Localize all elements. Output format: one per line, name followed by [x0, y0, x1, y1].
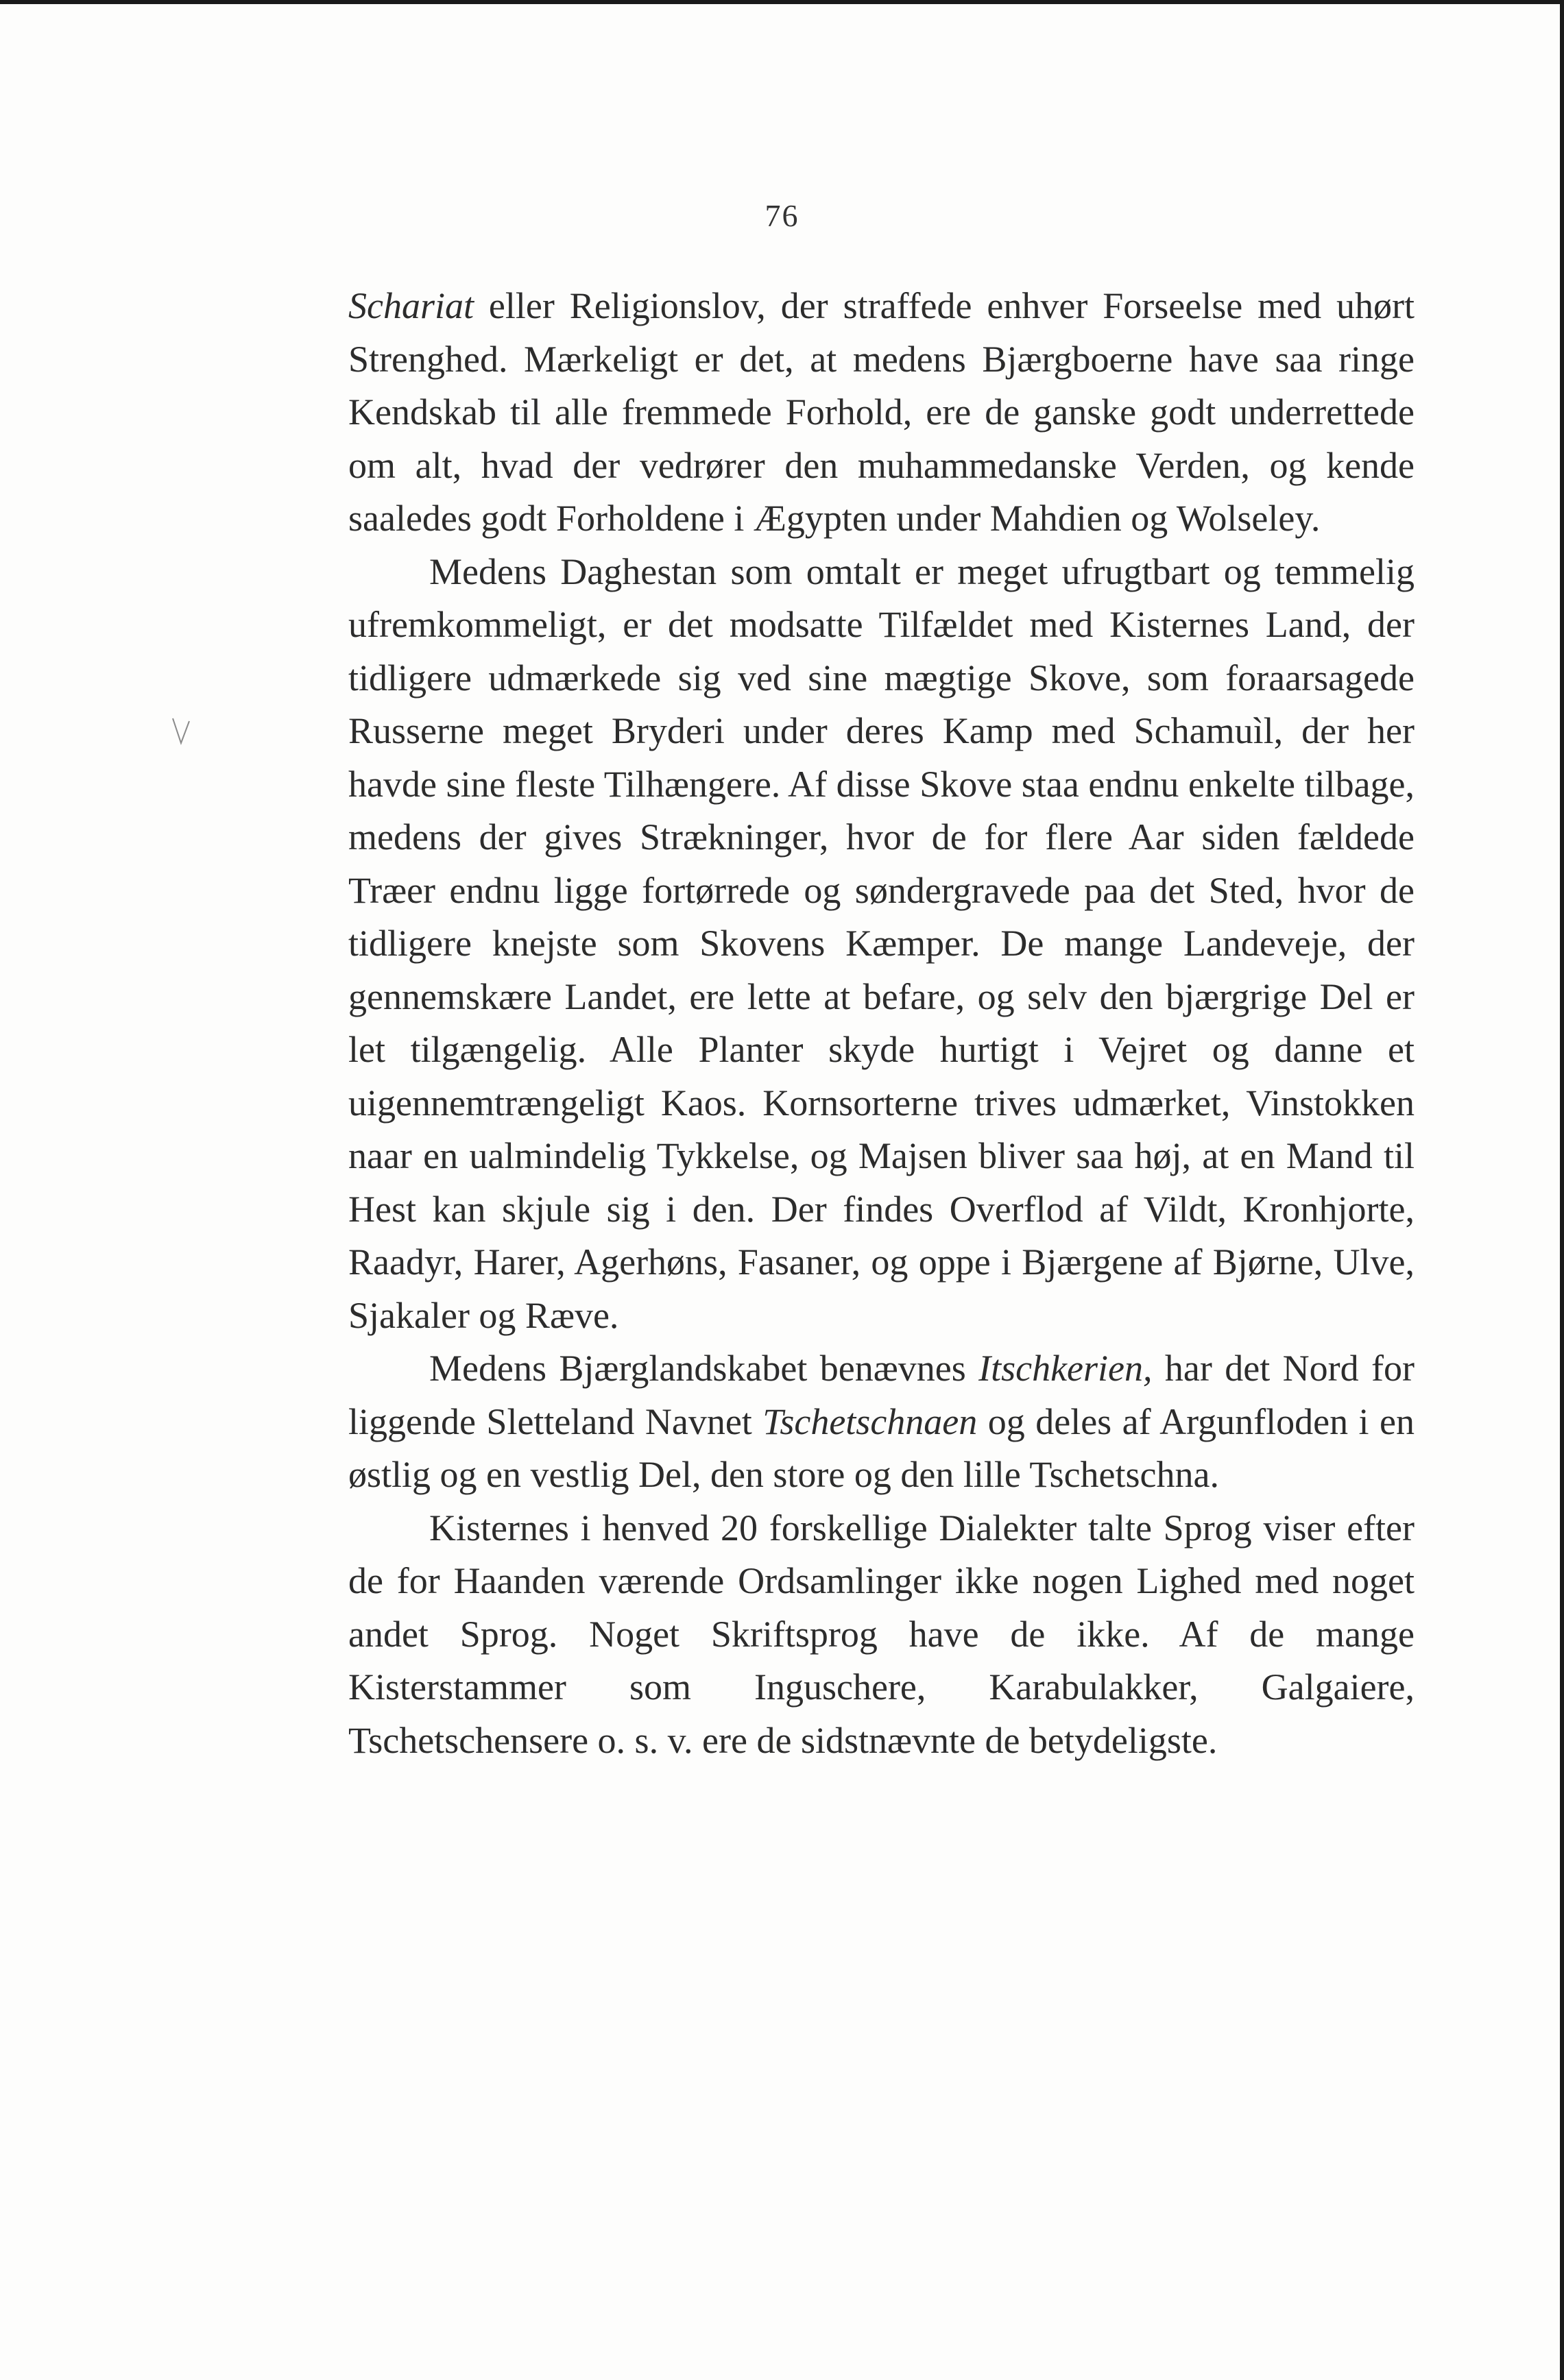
body-text	[348, 280, 1415, 1767]
text-run: Kisternes i henved 20 forskellige Dialekter talte Sprog viser efter de for Haanden værende Ordsamlinger ikke nogen Lighed med noget andet Sprog. Noget Skriftsprog have de ikke. Af de mange Kisterstammer som Inguschere, Karabulakker, Galgaiere, Tschetschensere o. s. v. ere de sidstnævnte de betydeligste.	[348, 1507, 1415, 1761]
italic-term: Itschkerien,	[978, 1348, 1153, 1389]
text-run: og deles af Argunfloden i en østlig og en vestlig Del, den store og den lille Tschetschna.	[348, 1400, 1415, 1495]
margin-pencil-mark	[171, 717, 192, 746]
scan-border-right	[1560, 0, 1564, 2380]
paragraph	[348, 1502, 1415, 1768]
text-run: eller Religionslov, der straffede enhver Forseelse med uhørt Strenghed. Mærkeligt er det, at medens Bjærgboerne have saa ringe Kendskab til alle fremmede Forhold, ere de ganske godt underrettede om alt, hvad der vedrører den muhammedanske Verden, og kende saaledes godt Forholdene i Ægypten under Mahdien og Wolseley.	[348, 285, 1415, 539]
paragraph	[348, 546, 1415, 1343]
italic-term: Schariat	[348, 285, 474, 326]
page-number: 76	[765, 198, 799, 233]
paragraph	[348, 280, 1415, 546]
text-run: Medens Daghestan som omtalt er meget ufrugtbart og temmelig ufremkommeligt, er det modsatte Tilfældet med Kisternes Land, der tidligere udmærkede sig ved sine mægtige Skove, som foraarsagede Russerne meget Bryderi under deres Kamp med Schamuìl, der her havde sine fleste Tilhængere. Af disse Skove staa endnu enkelte tilbage, medens der gives Strækninger, hvor de for flere Aar siden fældede Træer endnu ligge fortørrede og søndergravede paa det Sted, hvor de tidligere knejste som Skovens Kæmper. De mange Landeveje, der gennemskære Landet, ere lette at befare, og selv den bjærgrige Del er let tilgængelig. Alle Planter skyde hurtigt i Vejret og danne et uigennemtrængeligt Kaos. Kornsorterne trives udmærket, Vinstokken naar en ualmindelig Tykkelse, og Majsen bliver saa høj, at en Mand til Hest kan skjule sig i den. Der findes Overflod af Vildt, Kronhjorte, Raadyr, Harer, Agerhøns, Fasaner, og oppe i Bjærgene af Bjørne, Ulve, Sjakaler og Ræve.	[348, 550, 1415, 1336]
italic-term: Tschetschnaen	[762, 1400, 978, 1442]
text-run: Medens Bjærglandskabet benævnes	[429, 1348, 979, 1389]
text-run: har det Nord for liggende Sletteland Navnet	[348, 1348, 1415, 1442]
scan-border-top	[0, 0, 1564, 4]
paragraph	[348, 1342, 1415, 1502]
